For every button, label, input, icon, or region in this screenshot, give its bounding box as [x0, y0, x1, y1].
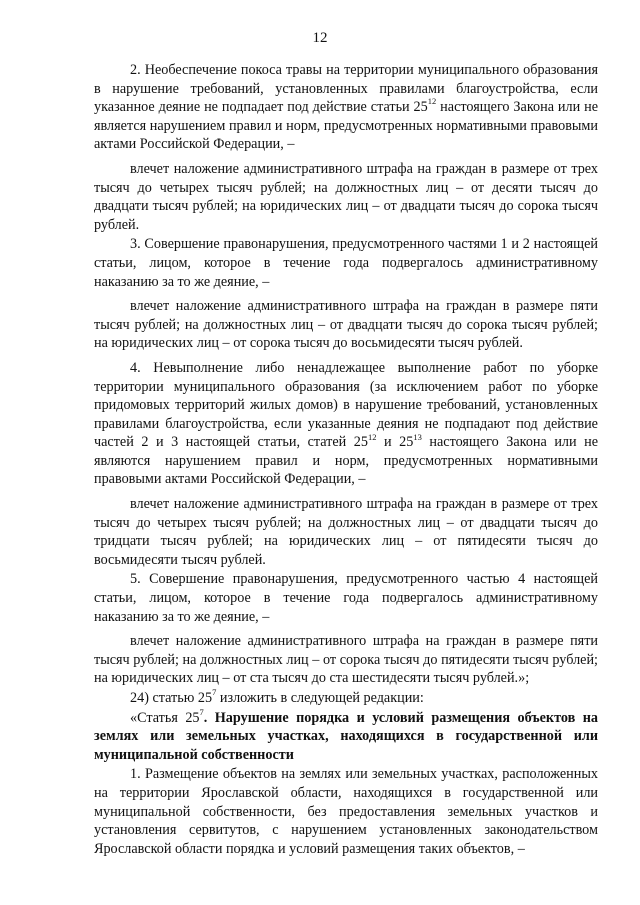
text-run: изложить в следующей редакции: — [216, 690, 424, 706]
text-run: 2. Необеспечение покоса травы на территории муниципального образования в нарушение требований, установленных правилами благоустройства, если указанное деяние не подпадает под действие статьи 25 — [94, 62, 598, 116]
text-run: 24) статью 25 — [130, 690, 213, 706]
page-number: 12 — [312, 30, 328, 46]
text-run: настоящего Закона или не является нарушением правил и норм, предусмотренных нормативными правовыми актами Российской Федерации, – — [94, 99, 598, 153]
text-run: . — [203, 709, 215, 726]
paragraph-penalty-2: влечет наложение административного штрафа на граждан в размере от трех тысяч до четырех тысяч рублей; на должностных лиц – от десяти тысяч до двадцати тысяч рублей; на юридических лиц – от двадцати тысяч до сорока тысяч рублей. — [94, 160, 598, 233]
text-run: настоящего Закона или не являются нарушением правил и норм, предусмотренных нормативными правовыми актами Российской Федерации, – — [94, 434, 599, 488]
paragraph-part-4 — [94, 359, 598, 489]
paragraph-amendment-24 — [94, 689, 598, 708]
superscript: 12 — [427, 96, 437, 107]
document-body — [94, 61, 598, 859]
paragraph-part-3: 3. Совершение правонарушения, предусмотренного частями 1 и 2 настоящей статьи, лицом, которое в течение года подвергалось административному наказанию за то же деяние, – — [94, 236, 598, 290]
superscript: 13 — [413, 431, 422, 442]
paragraph-penalty-5: влечет наложение административного штрафа на граждан в размере пяти тысяч рублей; на должностных лиц – от сорока тысяч до пятидесяти тысяч рублей; на юридических лиц – от ста тысяч до ста шестидесяти тысяч рублей.»; — [94, 633, 598, 687]
superscript: 7 — [212, 687, 217, 698]
paragraph-part-2 — [94, 61, 598, 154]
text-run: «Статья 25 — [130, 709, 200, 726]
superscript: 12 — [367, 431, 377, 442]
paragraph-penalty-3: влечет наложение административного штрафа на граждан в размере пяти тысяч рублей; на должностных лиц – от двадцати тысяч до сорока тысяч рублей; на юридических лиц – от сорока тысяч до восьмидесяти тысяч рублей. — [94, 298, 598, 352]
paragraph-article-part-1: 1. Размещение объектов на землях или земельных участках, расположенных на территории Ярославской области, находящихся в государственной или муниципальной собственности, без предоставления земельных участков и установления сервитутов, с нарушением установленных законодательством Ярославской области порядка и условий размещения таких объектов, – — [94, 766, 598, 857]
text-run: 4. Невыполнение либо ненадлежащее выполнение работ по уборке территории муниципального образования (за исключением работ по уборке придомовых территорий жилых домов) в нарушение требований, установленных правилами благоустройства, если указанные деяния не подпадают под действие частей 2 и 3 настоящей статьи, статей 25 — [94, 359, 598, 451]
paragraph-part-5: 5. Совершение правонарушения, предусмотренного частью 4 настоящей статьи, лицом, которое в течение года подвергалось административному наказанию за то же деяние, – — [94, 571, 598, 625]
paragraph-penalty-4: влечет наложение административного штрафа на граждан в размере от трех тысяч до четырех тысяч рублей; на должностных лиц – от двадцати тысяч до тридцати тысяч рублей; на юридических лиц – от пятидесяти тысяч до восьмидесяти тысяч рублей. — [94, 496, 598, 568]
article-title: Нарушение порядка и условий размещения объектов на землях или земельных участках, находящихся в государственной или муниципальной собственности — [94, 709, 598, 763]
superscript: 7 — [199, 706, 204, 717]
article-heading — [94, 706, 598, 765]
text-run: и 25 — [376, 434, 414, 451]
